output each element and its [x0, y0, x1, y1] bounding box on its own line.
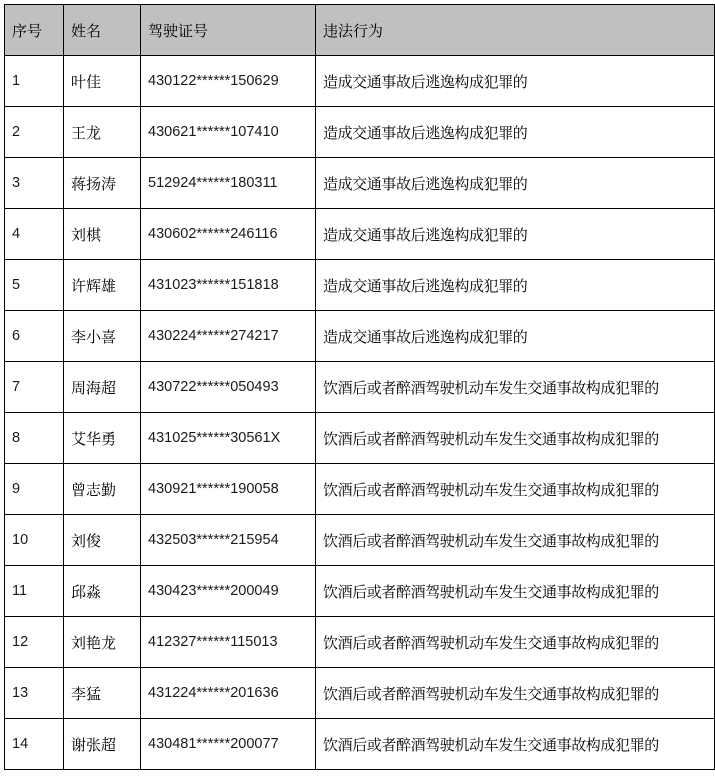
table-row — [5, 56, 715, 107]
license-number: 430921******190058 — [141, 464, 316, 515]
row-number: 12 — [5, 617, 64, 668]
table-row — [5, 464, 715, 515]
table-row — [5, 617, 715, 668]
table-row — [5, 668, 715, 719]
license-number: 430423******200049 — [141, 566, 316, 617]
violation-description: 饮酒后或者醉酒驾驶机动车发生交通事故构成犯罪的 — [316, 464, 715, 515]
row-number: 11 — [5, 566, 64, 617]
row-number: 8 — [5, 413, 64, 464]
row-number: 14 — [5, 719, 64, 770]
table-row — [5, 566, 715, 617]
violation-description: 造成交通事故后逃逸构成犯罪的 — [316, 260, 715, 311]
violation-description: 饮酒后或者醉酒驾驶机动车发生交通事故构成犯罪的 — [316, 362, 715, 413]
license-number: 432503******215954 — [141, 515, 316, 566]
driver-name: 刘俊 — [64, 515, 141, 566]
license-number: 430621******107410 — [141, 107, 316, 158]
table-row — [5, 515, 715, 566]
row-number: 4 — [5, 209, 64, 260]
row-number: 1 — [5, 56, 64, 107]
header-no: 序号 — [5, 5, 64, 56]
license-number: 430122******150629 — [141, 56, 316, 107]
row-number: 9 — [5, 464, 64, 515]
driver-name: 曾志勤 — [64, 464, 141, 515]
table-header — [5, 5, 715, 56]
violation-description: 造成交通事故后逃逸构成犯罪的 — [316, 56, 715, 107]
table-row — [5, 107, 715, 158]
table-row — [5, 719, 715, 770]
header-row — [5, 5, 715, 56]
violations-table — [4, 4, 715, 770]
row-number: 2 — [5, 107, 64, 158]
driver-name: 刘艳龙 — [64, 617, 141, 668]
driver-name: 王龙 — [64, 107, 141, 158]
table-row — [5, 311, 715, 362]
driver-name: 艾华勇 — [64, 413, 141, 464]
license-number: 430722******050493 — [141, 362, 316, 413]
violation-description: 造成交通事故后逃逸构成犯罪的 — [316, 209, 715, 260]
license-number: 430602******246116 — [141, 209, 316, 260]
header-violation: 违法行为 — [316, 5, 715, 56]
driver-name: 许辉雄 — [64, 260, 141, 311]
row-number: 6 — [5, 311, 64, 362]
row-number: 3 — [5, 158, 64, 209]
header-name: 姓名 — [64, 5, 141, 56]
license-number: 431224******201636 — [141, 668, 316, 719]
driver-name: 李小喜 — [64, 311, 141, 362]
driver-name: 叶佳 — [64, 56, 141, 107]
table-body — [5, 56, 715, 770]
violation-description: 造成交通事故后逃逸构成犯罪的 — [316, 107, 715, 158]
header-license: 驾驶证号 — [141, 5, 316, 56]
row-number: 7 — [5, 362, 64, 413]
violation-description: 造成交通事故后逃逸构成犯罪的 — [316, 158, 715, 209]
license-number: 430224******274217 — [141, 311, 316, 362]
table-row — [5, 362, 715, 413]
row-number: 10 — [5, 515, 64, 566]
license-number: 431023******151818 — [141, 260, 316, 311]
license-number: 412327******115013 — [141, 617, 316, 668]
table-row — [5, 158, 715, 209]
violation-description: 饮酒后或者醉酒驾驶机动车发生交通事故构成犯罪的 — [316, 515, 715, 566]
driver-name: 周海超 — [64, 362, 141, 413]
row-number: 13 — [5, 668, 64, 719]
violation-description: 饮酒后或者醉酒驾驶机动车发生交通事故构成犯罪的 — [316, 413, 715, 464]
violation-description: 造成交通事故后逃逸构成犯罪的 — [316, 311, 715, 362]
license-number: 430481******200077 — [141, 719, 316, 770]
violation-description: 饮酒后或者醉酒驾驶机动车发生交通事故构成犯罪的 — [316, 617, 715, 668]
driver-name: 刘棋 — [64, 209, 141, 260]
license-number: 431025******30561X — [141, 413, 316, 464]
driver-name: 李猛 — [64, 668, 141, 719]
driver-name: 邱淼 — [64, 566, 141, 617]
license-number: 512924******180311 — [141, 158, 316, 209]
driver-name: 蒋扬涛 — [64, 158, 141, 209]
table-row — [5, 260, 715, 311]
violation-description: 饮酒后或者醉酒驾驶机动车发生交通事故构成犯罪的 — [316, 719, 715, 770]
driver-name: 谢张超 — [64, 719, 141, 770]
violation-description: 饮酒后或者醉酒驾驶机动车发生交通事故构成犯罪的 — [316, 566, 715, 617]
table-row — [5, 209, 715, 260]
violation-description: 饮酒后或者醉酒驾驶机动车发生交通事故构成犯罪的 — [316, 668, 715, 719]
table-row — [5, 413, 715, 464]
row-number: 5 — [5, 260, 64, 311]
